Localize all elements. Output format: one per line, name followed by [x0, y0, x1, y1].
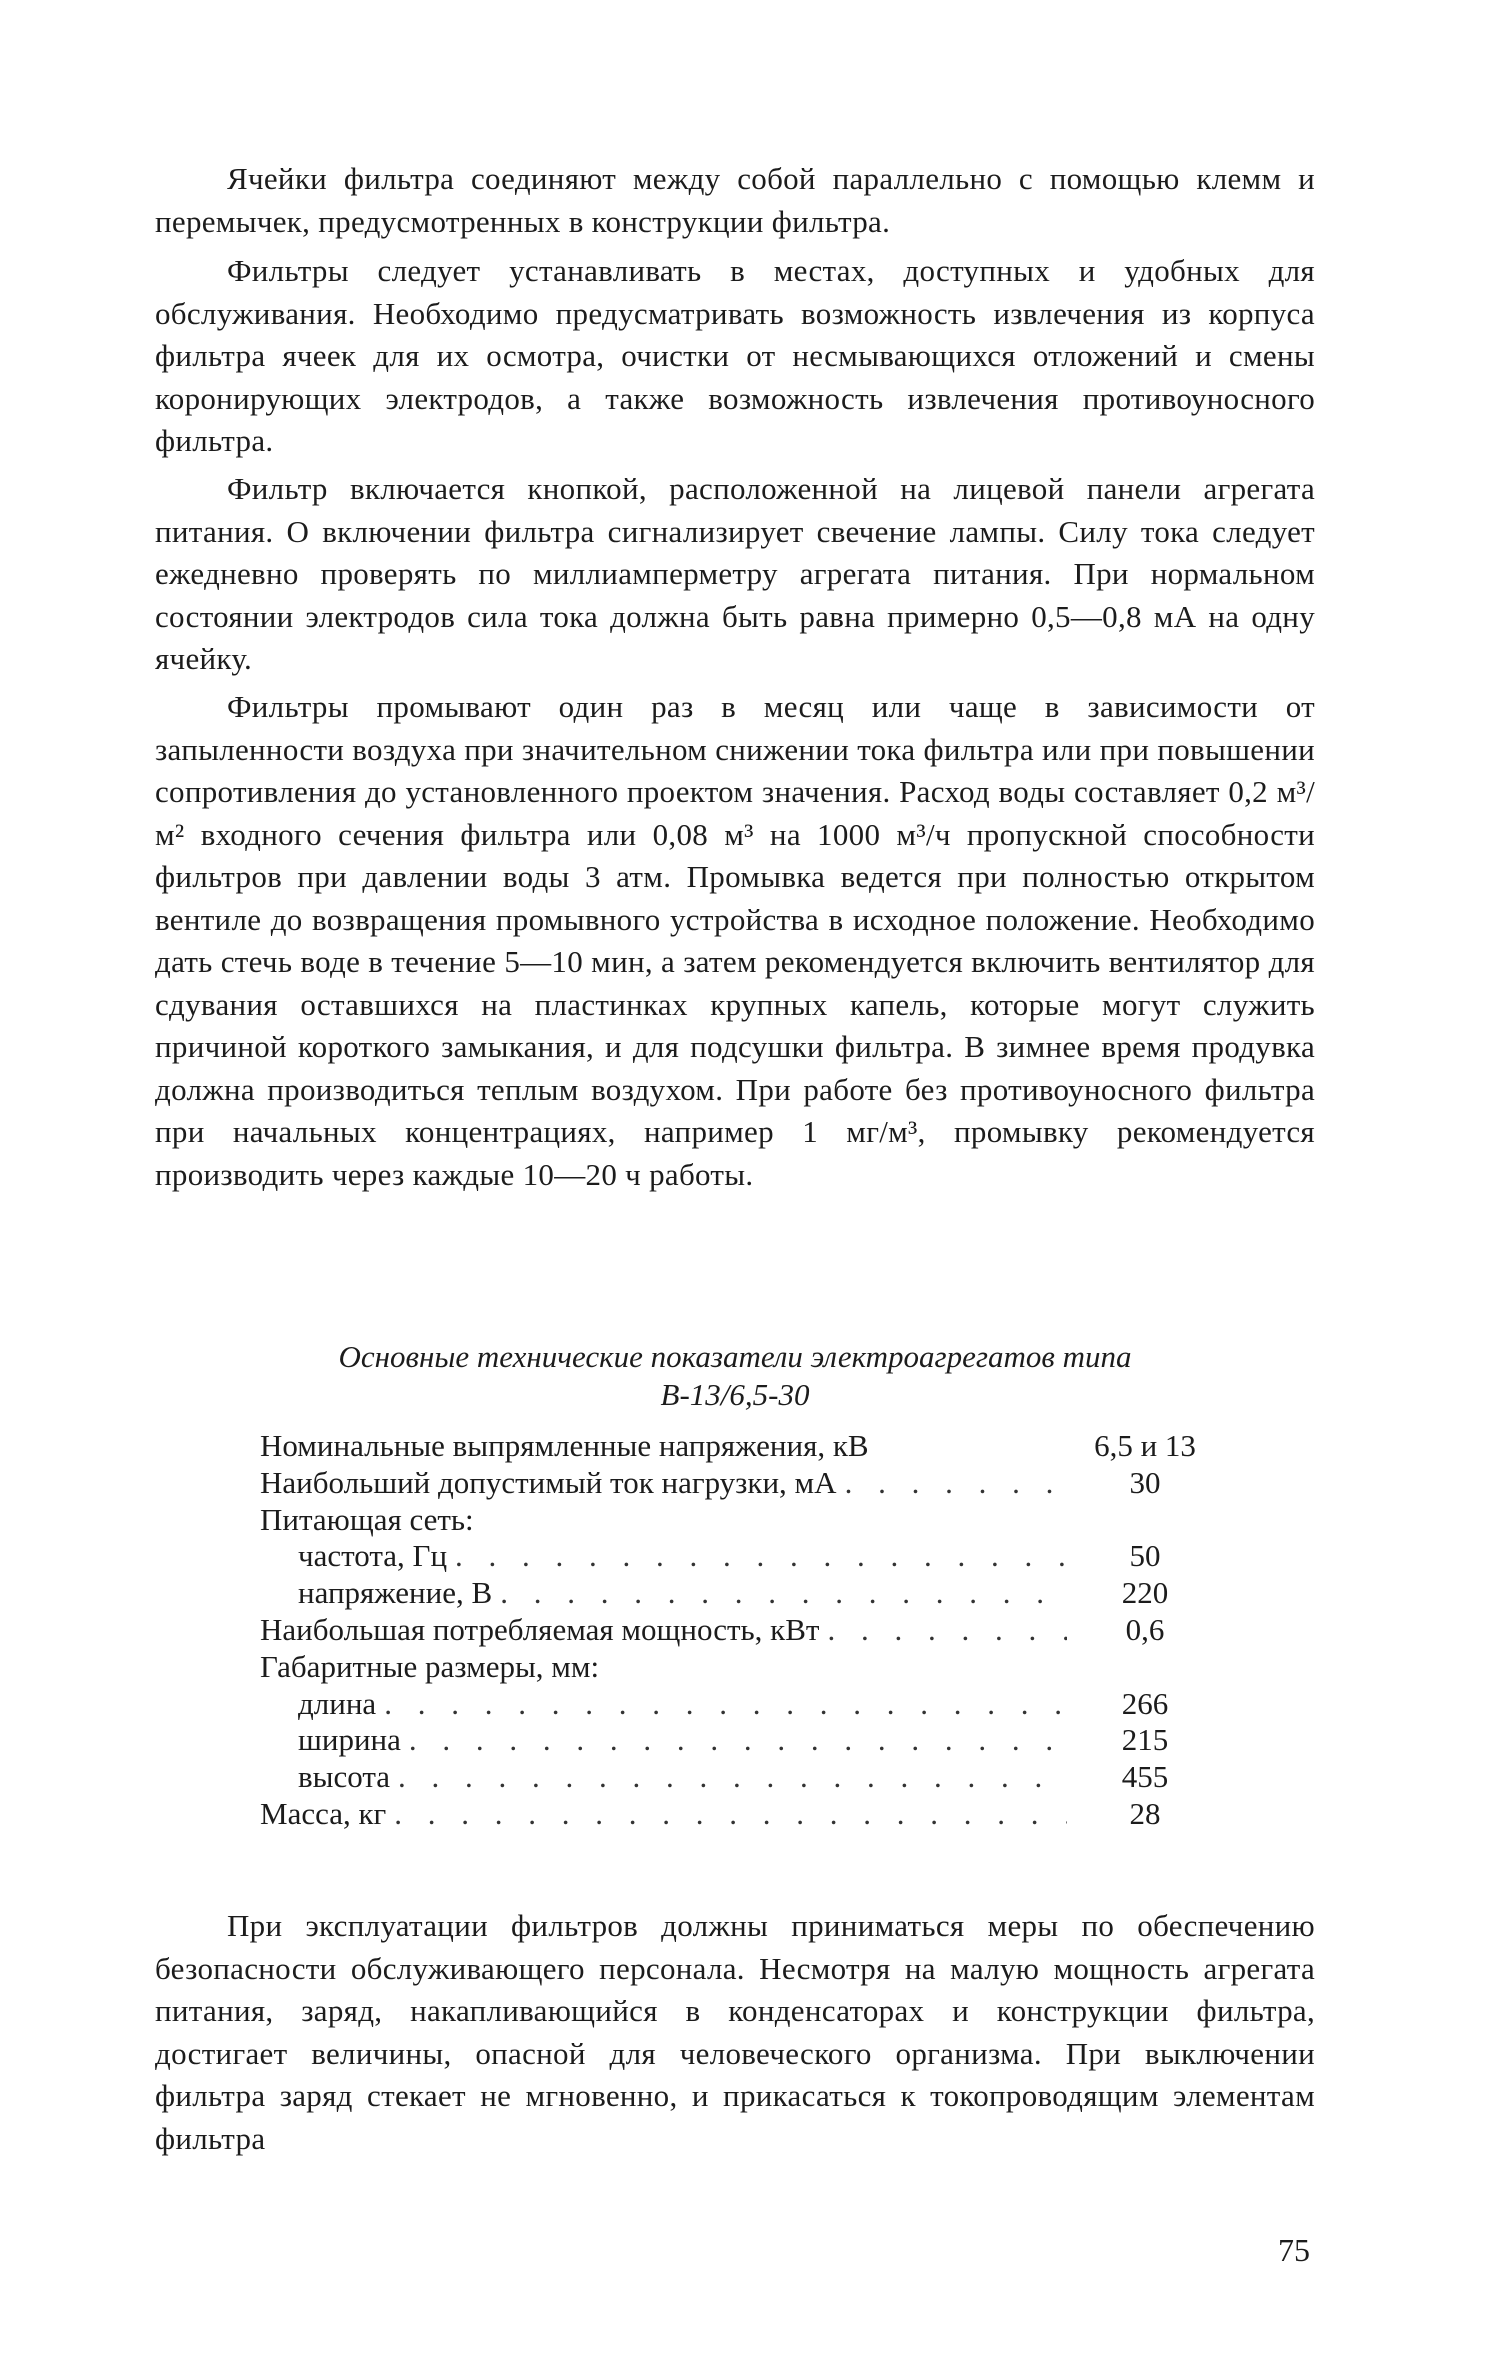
- table-caption-line-1: Основные технические показатели электроагрегатов типа: [338, 1339, 1132, 1374]
- spec-value: 215: [1121, 1722, 1169, 1758]
- spec-row-height: [260, 1759, 1215, 1796]
- spec-row-width: [260, 1722, 1215, 1759]
- spec-label: Масса, кг: [260, 1795, 387, 1831]
- dot-leader: [409, 1722, 1067, 1759]
- spec-value: 266: [1121, 1685, 1169, 1721]
- paragraph-3: Фильтр включается кнопкой, расположенной на лицевой панели агрегата питания. О включении фильтра сигнализирует свечение лампы. Силу тока следует ежедневно проверять по миллиамперметру агрегата питания. При нормальном состоянии электродов сила тока должна быть равна примерно 0,5—0,8 мА на одну ячейку.: [155, 471, 1315, 676]
- spec-label: напряжение, В: [298, 1575, 493, 1611]
- spec-row-voltage: [260, 1575, 1215, 1612]
- spec-label: Габаритные размеры, мм:: [260, 1648, 600, 1684]
- spec-value: 0,6: [1125, 1611, 1165, 1647]
- spec-table: [260, 1428, 1215, 1833]
- spec-row-length: [260, 1686, 1215, 1723]
- spec-row-dimensions: [260, 1649, 1215, 1686]
- dot-leader: [455, 1538, 1067, 1575]
- paragraph-4: Фильтры промывают один раз в месяц или чаще в зависимости от запыленности воздуха при значительном снижении тока фильтра или при повышении сопротивления до установленного проектом значения. Расход воды составляет 0,2 м³/м² входного сечения фильтра или 0,08 м³ на 1000 м³/ч пропускной способности фильтров при давлении воды 3 атм. Промывка ведется при полностью открытом вентиле до возвращения промывного устройства в исходное положение. Необходимо дать стечь воде в течение 5—10 мин, а затем рекомендуется включить вентилятор для сдувания оставшихся на пластинках крупных капель, которые могут служить причиной короткого замыкания, и для подсушки фильтра. В зимнее время продувка должна производиться теплым воздухом. При работе без противоуносного фильтра при начальных концентрациях, например 1 мг/м³, промывку рекомендуется производить через каждые 10—20 ч работы.: [155, 689, 1315, 1192]
- dot-leader: [500, 1575, 1067, 1612]
- spec-value: 30: [1129, 1464, 1161, 1500]
- page-number: 75: [1278, 2232, 1310, 2268]
- dot-leader: [394, 1796, 1067, 1833]
- spec-label: длина: [298, 1685, 377, 1721]
- dot-leader: [398, 1759, 1067, 1796]
- spec-row-frequency: [260, 1538, 1215, 1575]
- spec-label: Наибольший допустимый ток нагрузки, мА: [260, 1464, 837, 1500]
- dot-leader: [384, 1686, 1067, 1723]
- spec-label: частота, Гц: [298, 1538, 448, 1574]
- paragraph-1: Ячейки фильтра соединяют между собой параллельно с помощью клемм и перемычек, предусмотренных в конструкции фильтра.: [155, 161, 1315, 239]
- spec-label: высота: [298, 1759, 391, 1795]
- spec-label: Номинальные выпрямленные напряжения, кВ: [260, 1428, 869, 1463]
- spec-row-rated-voltage: [260, 1428, 1215, 1465]
- spec-value: 220: [1121, 1575, 1169, 1611]
- spec-label: Наибольшая потребляемая мощность, кВт: [260, 1611, 820, 1647]
- spec-value: 455: [1121, 1759, 1169, 1795]
- paragraph-5: При эксплуатации фильтров должны приниматься меры по обеспечению безопасности обслуживающего персонала. Несмотря на малую мощность агрегата питания, заряд, накапливающийся в конденсаторах и конструкции фильтра, достигает величины, опасной для человеческого организма. При выключении фильтра заряд стекает не мгновенно, и прикасаться к токопроводящим элементам фильтра: [155, 1908, 1315, 2156]
- spec-value: 28: [1129, 1795, 1161, 1831]
- table-caption-line-2: В-13/6,5-30: [660, 1377, 810, 1412]
- spec-label: ширина: [298, 1722, 401, 1758]
- spec-row-supply-network: [260, 1502, 1215, 1539]
- spec-label: Питающая сеть:: [260, 1501, 474, 1537]
- spec-value: 6,5 и 13: [1094, 1428, 1196, 1463]
- dot-leader: [827, 1612, 1067, 1649]
- table-caption: [155, 1338, 1315, 1414]
- dot-leader: [845, 1465, 1067, 1502]
- spec-value: 50: [1129, 1538, 1161, 1574]
- spec-row-max-power: [260, 1612, 1215, 1649]
- spec-row-max-current: [260, 1465, 1215, 1502]
- spec-row-mass: [260, 1796, 1215, 1833]
- paragraph-2: Фильтры следует устанавливать в местах, доступных и удобных для обслуживания. Необходимо предусматривать возможность извлечения из корпуса фильтра ячеек для их осмотра, очистки от несмывающихся отложений и смены коронирующих электродов, а также возможность извлечения противоуносного фильтра.: [155, 253, 1315, 458]
